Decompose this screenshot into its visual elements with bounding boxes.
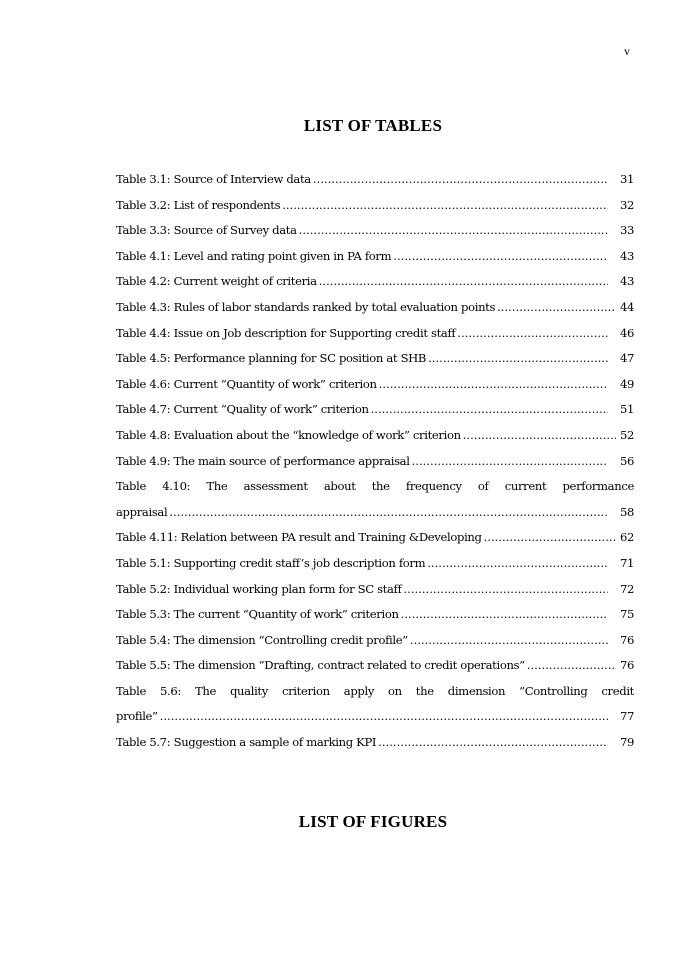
list-of-figures-heading: LIST OF FIGURES [298,812,448,831]
toc-entry[interactable] [116,628,634,654]
dot-leader [497,295,616,321]
toc-entry[interactable] [116,167,634,193]
toc-entry-page: 51 [619,402,634,417]
toc-entry-label: Table 4.2: Current weight of criteria [116,274,317,289]
toc-entry[interactable] [116,321,634,347]
toc-entry[interactable] [116,269,634,295]
toc-entry-page: 47 [619,351,634,366]
toc-entry-label: Table 3.1: Source of Interview data [116,172,311,186]
toc-entry-label: Table 4.9: The main source of performance appraisal [116,453,410,468]
toc-entry-label: Table 4.8: Evaluation about the “knowledge of work” criterion [116,427,461,442]
dot-leader [160,704,608,730]
toc-entry-label: Table 3.2: List of respondents [116,197,281,212]
toc-entry-label: Table 5.2: Individual working plan form for SC staff [116,581,402,596]
toc-entry-page: 31 [619,172,634,186]
toc-entry[interactable] [116,295,634,321]
toc-entry-page: 43 [619,248,634,263]
toc-entry[interactable] [116,423,634,449]
toc-entry-page: 49 [619,376,634,391]
toc-entry[interactable] [116,551,634,577]
toc-entry-label: Table 5.1: Supporting credit staff’s job description form [116,555,426,570]
dot-leader [378,730,608,756]
dot-leader [527,653,616,679]
toc-entry[interactable] [116,193,634,219]
toc-entry-page: 72 [619,581,634,596]
dot-leader [282,193,608,219]
toc-entry-label: Table 5.5: The dimension “Drafting, contract related to credit operations” [116,658,525,673]
toc-entry-label: Table 5.7: Suggestion a sample of marking KPI [116,735,377,750]
dot-leader [401,602,608,628]
dot-leader [299,218,608,244]
toc-entry[interactable] [116,244,634,270]
toc-entry-label: Table 3.3: Source of Survey data [116,223,297,238]
toc-entry-page: 52 [619,427,634,442]
toc-entry[interactable] [116,397,634,423]
toc-entry[interactable] [116,602,634,628]
toc-entry-label-line1: Table 4.10: The assessment about the frequency of current performance [116,479,634,494]
toc-entry-label: Table 4.3: Rules of labor standards ranked by total evaluation points [116,299,496,314]
toc-entry-page: 62 [619,530,634,545]
toc-entry[interactable] [116,372,634,398]
toc-entry[interactable] [116,449,634,475]
toc-entry-label-line2: profile” [116,709,158,724]
toc-entry-page: 44 [619,299,634,314]
toc-entry[interactable] [116,679,634,730]
toc-entry-page: 33 [619,223,634,238]
toc-entry-page: 75 [619,607,634,622]
toc-entry[interactable] [116,218,634,244]
toc-entry-label-line1: Table 5.6: The quality criterion apply on the dimension “Controlling credit [116,683,634,698]
dot-leader [403,577,608,603]
toc-entry-page: 76 [619,632,634,647]
toc-entry-label: Table 4.6: Current “Quantity of work” criterion [116,376,377,391]
dot-leader [412,449,608,475]
toc-entry-page: 56 [619,453,634,468]
toc-entry-page: 71 [619,555,634,570]
table-of-contents [116,167,634,756]
toc-entry-label: Table 5.4: The dimension “Controlling credit profile” [116,632,408,647]
toc-entry-page: 46 [619,325,634,340]
dot-leader [463,423,616,449]
dot-leader [169,500,608,526]
toc-entry-label: Table 4.11: Relation between PA result and Training &Developing [116,530,482,545]
toc-entry-page: 79 [619,735,634,750]
toc-entry-page: 32 [619,197,634,212]
toc-entry-label: Table 4.4: Issue on Job description for Supporting credit staff [116,325,456,340]
toc-entry-label: Table 4.5: Performance planning for SC position at SHB [116,351,427,366]
dot-leader [457,321,608,347]
toc-entry[interactable] [116,730,634,756]
toc-entry[interactable] [116,525,634,551]
toc-entry-label: Table 4.7: Current “Quality of work” criterion [116,402,369,417]
toc-entry-page: 77 [619,709,634,724]
dot-leader [379,372,608,398]
dot-leader [393,244,608,270]
toc-entry-page: 76 [619,658,634,673]
toc-entry[interactable] [116,346,634,372]
toc-entry[interactable] [116,577,634,603]
toc-entry-label-line2: appraisal [116,504,168,519]
dot-leader [319,269,608,295]
toc-entry-label: Table 4.1: Level and rating point given in PA form [116,248,392,263]
toc-entry-page: 58 [619,504,634,519]
toc-entry-page: 43 [619,274,634,289]
dot-leader [428,346,608,372]
dot-leader [410,628,608,654]
dot-leader [371,397,608,423]
dot-leader [313,167,608,193]
dot-leader [427,551,608,577]
toc-entry[interactable] [116,653,634,679]
page-number: v [624,44,630,58]
toc-entry[interactable] [116,474,634,525]
list-of-tables-heading: LIST OF TABLES [303,116,443,135]
toc-entry-label: Table 5.3: The current “Quantity of work” criterion [116,607,399,622]
dot-leader [484,525,616,551]
